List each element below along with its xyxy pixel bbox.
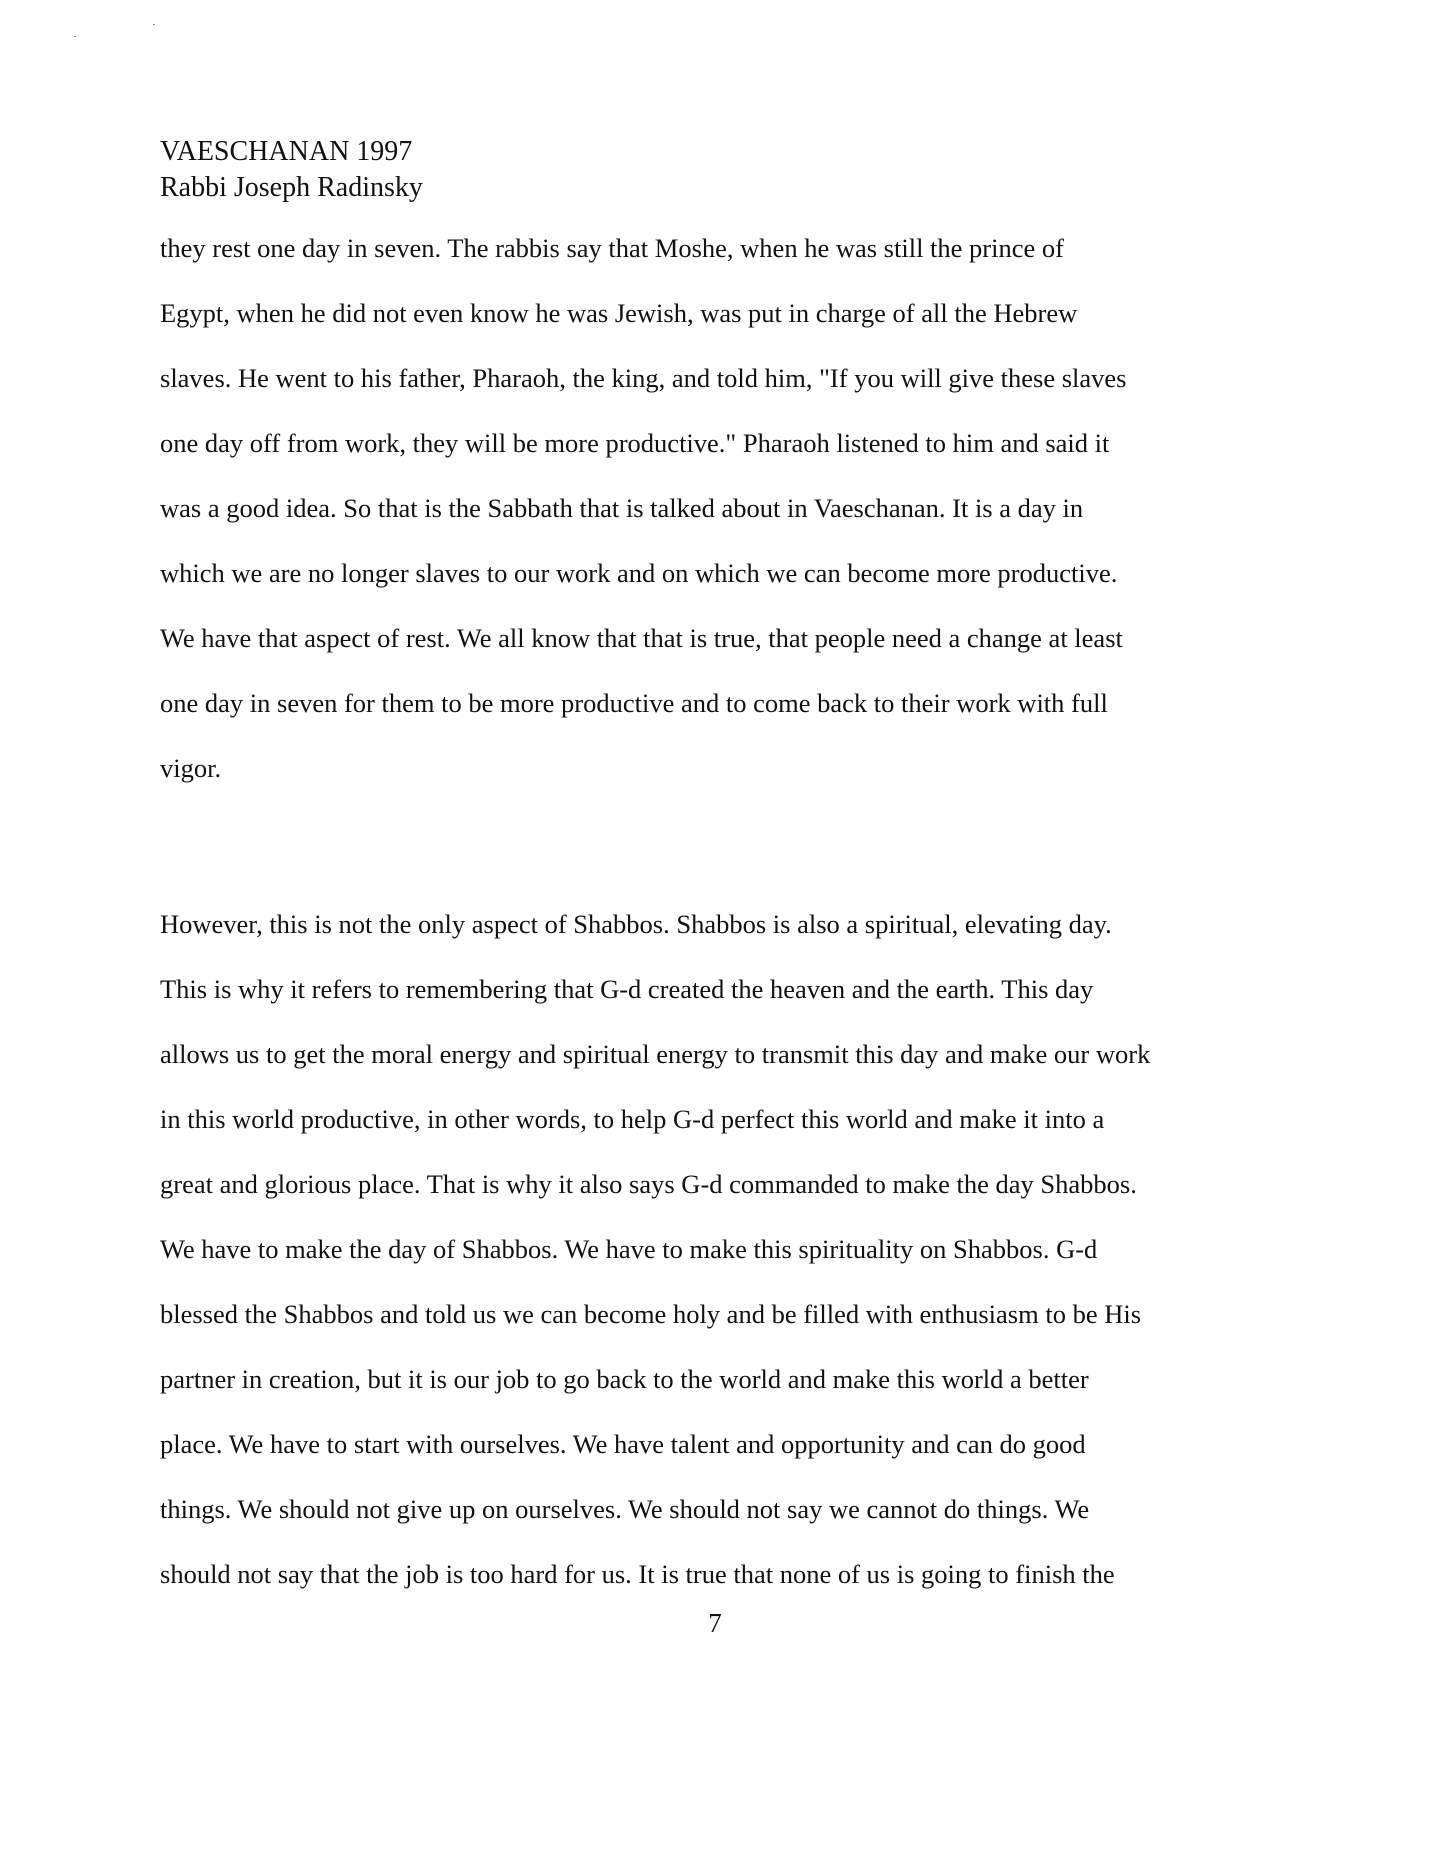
text-line: in this world productive, in other words, to help G-d perfect this world and make it into a (160, 1104, 1105, 1134)
text-line: place. We have to start with ourselves. We have talent and opportunity and can do good (160, 1429, 1086, 1459)
text-line: partner in creation, but it is our job to go back to the world and make this world a better (160, 1364, 1089, 1394)
paragraph-1 (160, 216, 1270, 801)
text-line: was a good idea. So that is the Sabbath that is talked about in Vaeschanan. It is a day in (160, 493, 1084, 523)
document-title: VAESCHANAN 1997 (160, 136, 413, 167)
text-line: vigor. (160, 753, 222, 783)
text-line: We have to make the day of Shabbos. We have to make this spirituality on Shabbos. G-d (160, 1234, 1098, 1264)
text-line: they rest one day in seven. The rabbis say that Moshe, when he was still the prince of (160, 233, 1064, 263)
scan-speck (74, 36, 76, 37)
text-line: Egypt, when he did not even know he was Jewish, was put in charge of all the Hebrew (160, 298, 1078, 328)
document-author: Rabbi Joseph Radinsky (160, 172, 423, 203)
text-line: should not say that the job is too hard for us. It is true that none of us is going to finish the (160, 1559, 1115, 1589)
text-line: great and glorious place. That is why it also says G-d commanded to make the day Shabbos. (160, 1169, 1137, 1199)
page-number: 7 (708, 1608, 722, 1638)
text-line: blessed the Shabbos and told us we can become holy and be filled with enthusiasm to be His (160, 1299, 1142, 1329)
text-line: We have that aspect of rest. We all know that that is true, that people need a change at least (160, 623, 1123, 653)
text-line: things. We should not give up on ourselves. We should not say we cannot do things. We (160, 1494, 1090, 1524)
scan-speck (153, 24, 155, 25)
text-line: allows us to get the moral energy and spiritual energy to transmit this day and make our work (160, 1039, 1151, 1069)
text-line: slaves. He went to his father, Pharaoh, the king, and told him, "If you will give these slaves (160, 363, 1127, 393)
text-line: one day in seven for them to be more productive and to come back to their work with full (160, 688, 1108, 718)
text-line: However, this is not the only aspect of Shabbos. Shabbos is also a spiritual, elevating day. (160, 909, 1112, 939)
text-line: which we are no longer slaves to our work and on which we can become more productive. (160, 558, 1118, 588)
text-line: This is why it refers to remembering that G-d created the heaven and the earth. This day (160, 974, 1094, 1004)
document-header (160, 134, 423, 206)
text-line: one day off from work, they will be more productive." Pharaoh listened to him and said it (160, 428, 1110, 458)
paragraph-2 (160, 892, 1270, 1607)
